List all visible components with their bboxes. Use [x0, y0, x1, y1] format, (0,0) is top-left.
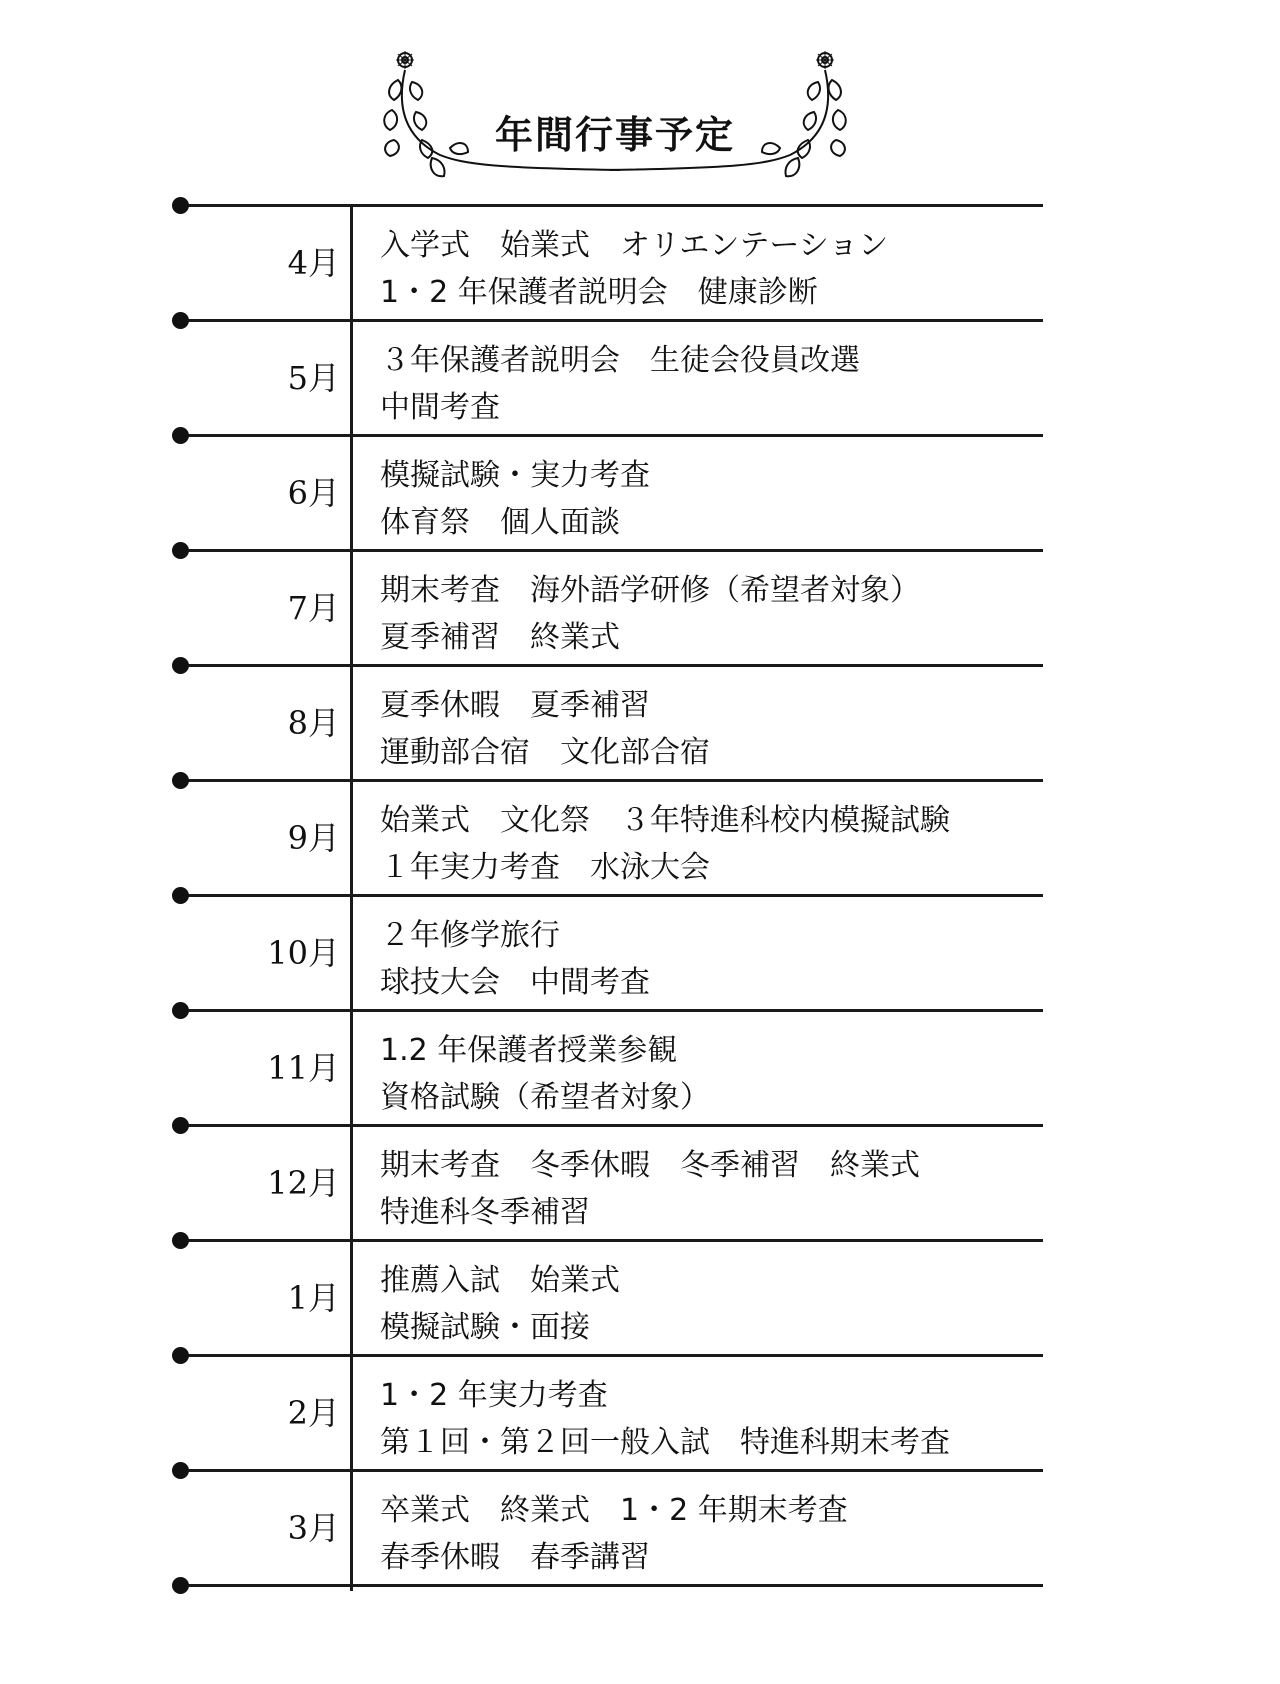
event-line: ２年修学旅行	[380, 918, 560, 953]
event-line: ３年保護者説明会 生徒会役員改選	[380, 343, 860, 378]
schedule-row-july	[180, 551, 1043, 666]
schedule-row-january	[180, 1241, 1043, 1356]
month-label: 6月	[287, 474, 340, 512]
month-label: 9月	[287, 819, 340, 857]
event-line: 推薦入試 始業式	[380, 1263, 620, 1298]
schedule-row-august	[180, 666, 1043, 781]
month-label: 10月	[267, 934, 340, 972]
event-line: 春季休暇 春季講習	[380, 1540, 650, 1575]
schedule-row-march	[180, 1471, 1043, 1586]
event-line: 夏季補習 終業式	[380, 620, 620, 655]
event-line: 卒業式 終業式 1・2 年期末考査	[380, 1493, 848, 1528]
schedule-row-june	[180, 436, 1043, 551]
event-line: 期末考査 冬季休暇 冬季補習 終業式	[380, 1148, 920, 1183]
month-label: 2月	[287, 1394, 340, 1432]
event-line: 体育祭 個人面談	[380, 505, 620, 540]
event-line: 模擬試験・実力考査	[380, 458, 650, 493]
event-line: 1・2 年保護者説明会 健康診断	[380, 275, 818, 310]
schedule-row-april	[180, 206, 1043, 321]
event-line: 期末考査 海外語学研修（希望者対象）	[380, 573, 920, 608]
month-label: 11月	[267, 1049, 340, 1087]
event-line: 運動部合宿 文化部合宿	[380, 735, 710, 770]
event-line: １年実力考査 水泳大会	[380, 850, 710, 885]
event-line: 球技大会 中間考査	[380, 965, 650, 1000]
page-title: 年間行事予定	[494, 112, 735, 157]
schedule-row-october	[180, 896, 1043, 1011]
schedule-row-december	[180, 1126, 1043, 1241]
event-line: 始業式 文化祭 ３年特進科校内模擬試験	[380, 803, 950, 838]
month-label: 7月	[287, 589, 340, 627]
schedule-row-may	[180, 321, 1043, 436]
event-line: 夏季休暇 夏季補習	[380, 688, 650, 723]
event-line: 第１回・第２回一般入試 特進科期末考査	[380, 1425, 950, 1460]
schedule-row-september	[180, 781, 1043, 896]
event-line: 模擬試験・面接	[380, 1310, 590, 1345]
month-label: 1月	[287, 1279, 340, 1317]
month-label: 4月	[287, 244, 340, 282]
schedule-row-november	[180, 1011, 1043, 1126]
month-label: 3月	[287, 1509, 340, 1547]
month-label: 8月	[287, 704, 340, 742]
event-line: 1.2 年保護者授業参観	[380, 1033, 678, 1068]
event-line: 中間考査	[380, 390, 500, 425]
event-line: 資格試験（希望者対象）	[380, 1080, 710, 1115]
month-label: 5月	[287, 359, 340, 397]
event-line: 特進科冬季補習	[380, 1195, 590, 1230]
schedule-row-february	[180, 1356, 1043, 1471]
month-label: 12月	[267, 1164, 340, 1202]
event-line: 1・2 年実力考査	[380, 1378, 608, 1413]
event-line: 入学式 始業式 オリエンテーション	[380, 228, 889, 263]
